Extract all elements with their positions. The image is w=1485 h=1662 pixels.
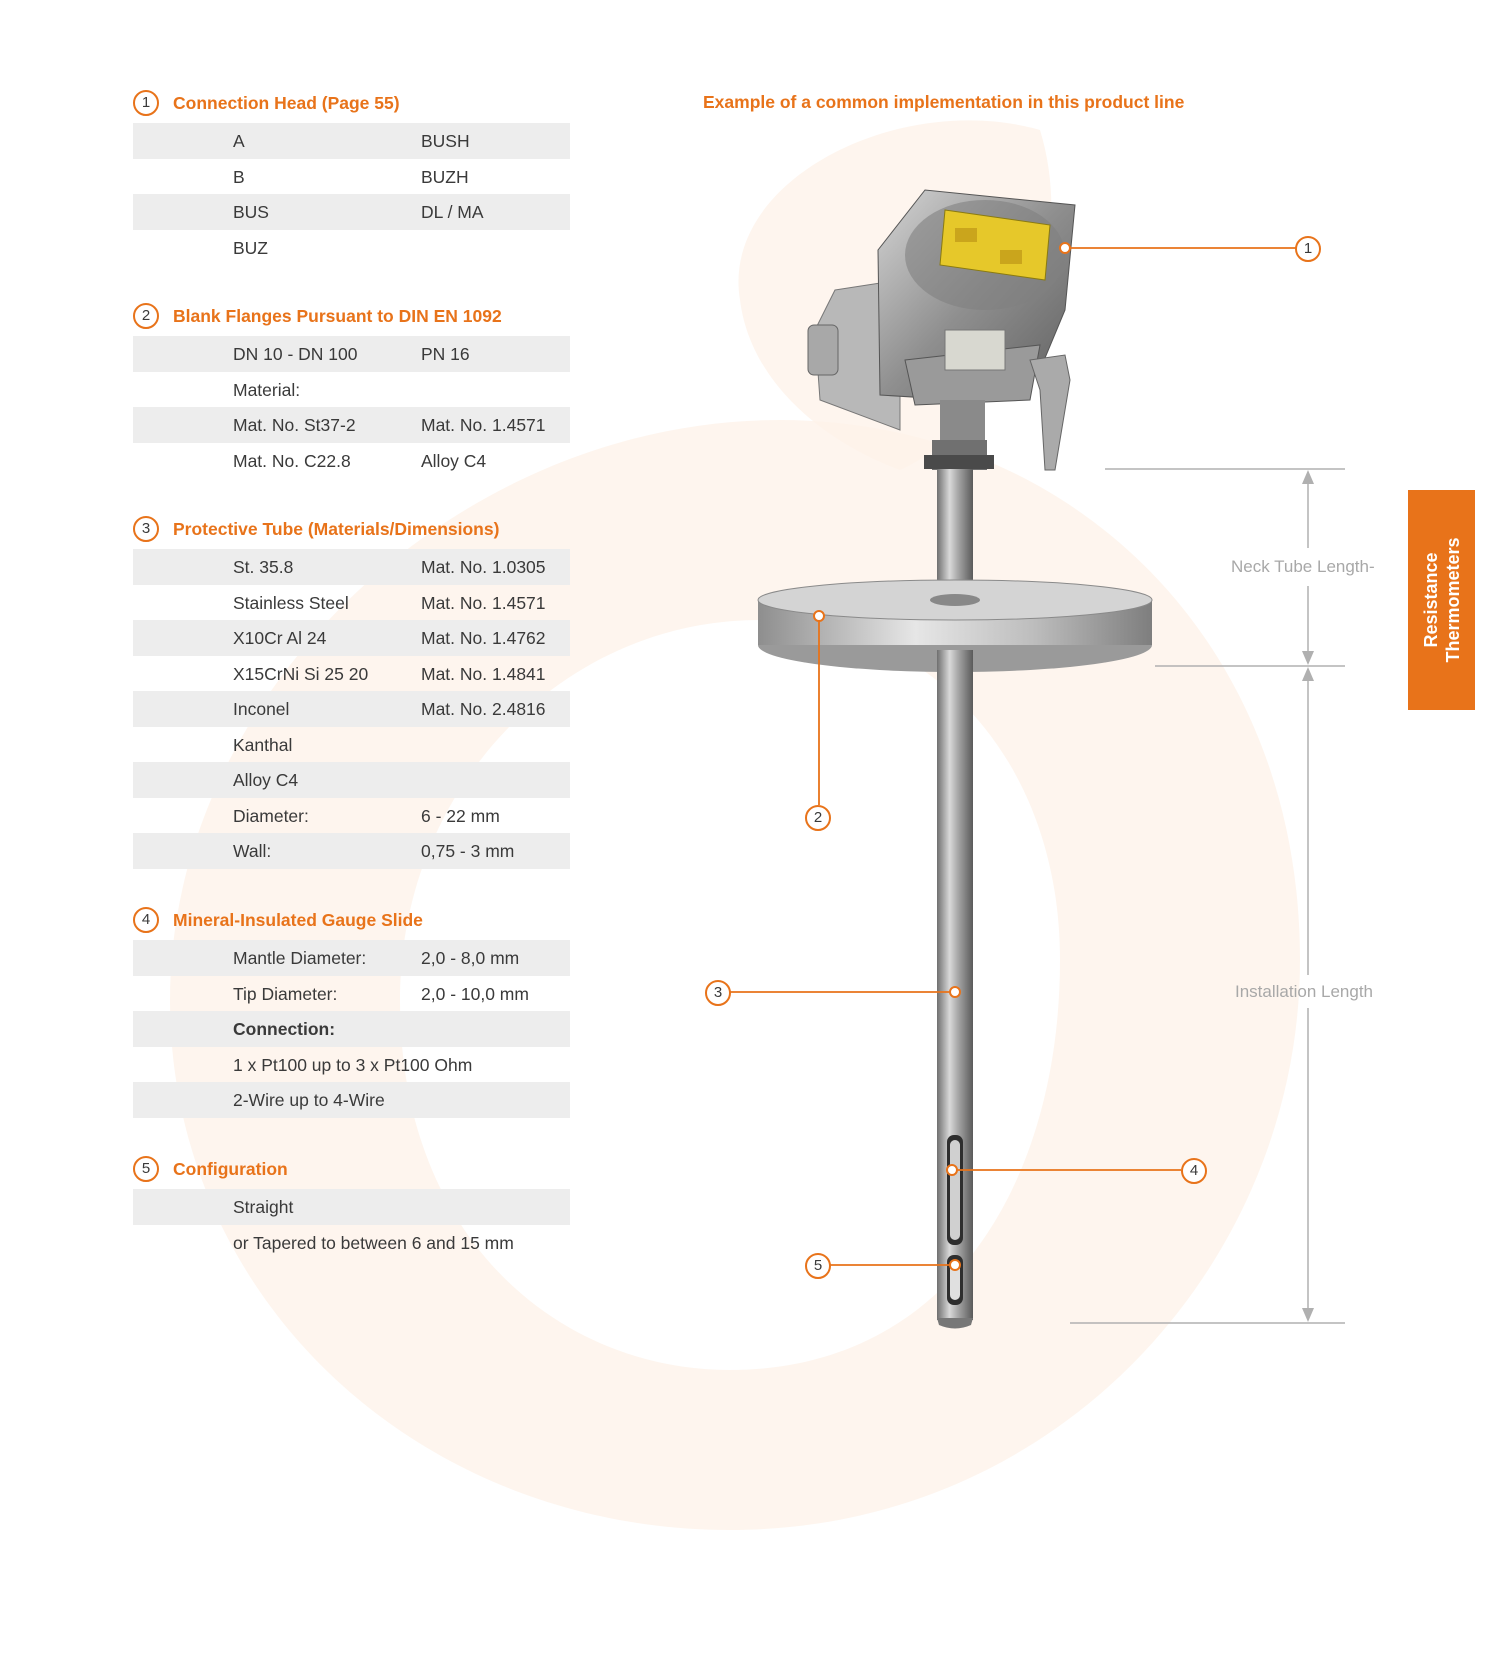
cell-value: Mat. No. 1.0305 — [421, 557, 546, 577]
cell-label: Straight — [233, 1197, 294, 1217]
cell-label: Mat. No. St37-2 — [233, 415, 356, 435]
cell-label: Connection: — [233, 1019, 336, 1039]
cell-value: Mat. No. 1.4571 — [421, 592, 546, 613]
side-tab-label: Resistance Thermometers — [1420, 537, 1463, 663]
cell-value: 2,0 - 8,0 mm — [421, 948, 520, 968]
installation-length-label: Installation Length — [1235, 982, 1373, 1001]
cell-value: Mat. No. 1.4841 — [421, 663, 546, 684]
cell-label: Stainless Steel — [233, 592, 349, 613]
callout-2: 2 — [805, 805, 831, 831]
cell-value: DL / MA — [421, 202, 484, 222]
cell-label: Wall: — [233, 841, 272, 861]
example-title: Example of a common implementation in this product line — [703, 92, 1185, 112]
cell-label: Mantle Diameter: — [233, 948, 367, 968]
cell-label: 1 x Pt100 up to 3 x Pt100 Ohm — [233, 1054, 473, 1075]
section-number-badge: 4 — [133, 907, 159, 933]
cell-label: A — [233, 131, 245, 151]
callout-4: 4 — [1181, 1158, 1207, 1184]
section-title: Connection Head (Page 55) — [173, 93, 400, 113]
side-tab[interactable] — [1408, 490, 1475, 710]
section-number-badge: 3 — [133, 516, 159, 542]
cell-value: Mat. No. 1.4571 — [421, 415, 546, 435]
callout-5: 5 — [805, 1253, 831, 1279]
cell-value: Mat. No. 1.4762 — [421, 628, 546, 648]
section-title: Mineral-Insulated Gauge Slide — [173, 910, 423, 930]
section-number-badge: 5 — [133, 1156, 159, 1182]
cell-value: 6 - 22 mm — [421, 805, 500, 826]
callout-3: 3 — [705, 980, 731, 1006]
cell-value: 2,0 - 10,0 mm — [421, 983, 529, 1004]
cell-label: BUS — [233, 202, 269, 222]
cell-label: Kanthal — [233, 734, 293, 755]
cell-value: Alloy C4 — [421, 450, 487, 471]
cell-label: Tip Diameter: — [233, 983, 338, 1004]
cell-label: DN 10 - DN 100 — [233, 344, 358, 364]
section-number-badge: 1 — [133, 90, 159, 116]
cell-value: Mat. No. 2.4816 — [421, 699, 546, 719]
cell-label: 2-Wire up to 4-Wire — [233, 1090, 385, 1110]
callout-1: 1 — [1295, 236, 1321, 262]
cell-label: Inconel — [233, 699, 290, 719]
cell-label: BUZ — [233, 237, 268, 258]
cell-value: BUZH — [421, 166, 469, 187]
cell-value: BUSH — [421, 131, 470, 151]
section-title: Protective Tube (Materials/Dimensions) — [173, 519, 500, 539]
cell-value: 0,75 - 3 mm — [421, 841, 515, 861]
cell-label: X10Cr Al 24 — [233, 628, 327, 648]
cell-label: Mat. No. C22.8 — [233, 450, 351, 471]
cell-label: Diameter: — [233, 805, 309, 826]
section-title: Configuration — [173, 1159, 288, 1179]
cell-label: B — [233, 166, 245, 187]
neck-tube-length-label: Neck Tube Length- — [1231, 557, 1375, 576]
cell-label: or Tapered to between 6 and 15 mm — [233, 1232, 514, 1253]
cell-label: X15CrNi Si 25 20 — [233, 663, 369, 684]
section-title: Blank Flanges Pursuant to DIN EN 1092 — [173, 306, 502, 326]
connection-head-drawing — [808, 190, 1075, 470]
cell-label: Alloy C4 — [233, 770, 299, 790]
cell-label: Material: — [233, 379, 301, 400]
cell-label: St. 35.8 — [233, 557, 294, 577]
cell-value: PN 16 — [421, 344, 470, 364]
section-number-badge: 2 — [133, 303, 159, 329]
